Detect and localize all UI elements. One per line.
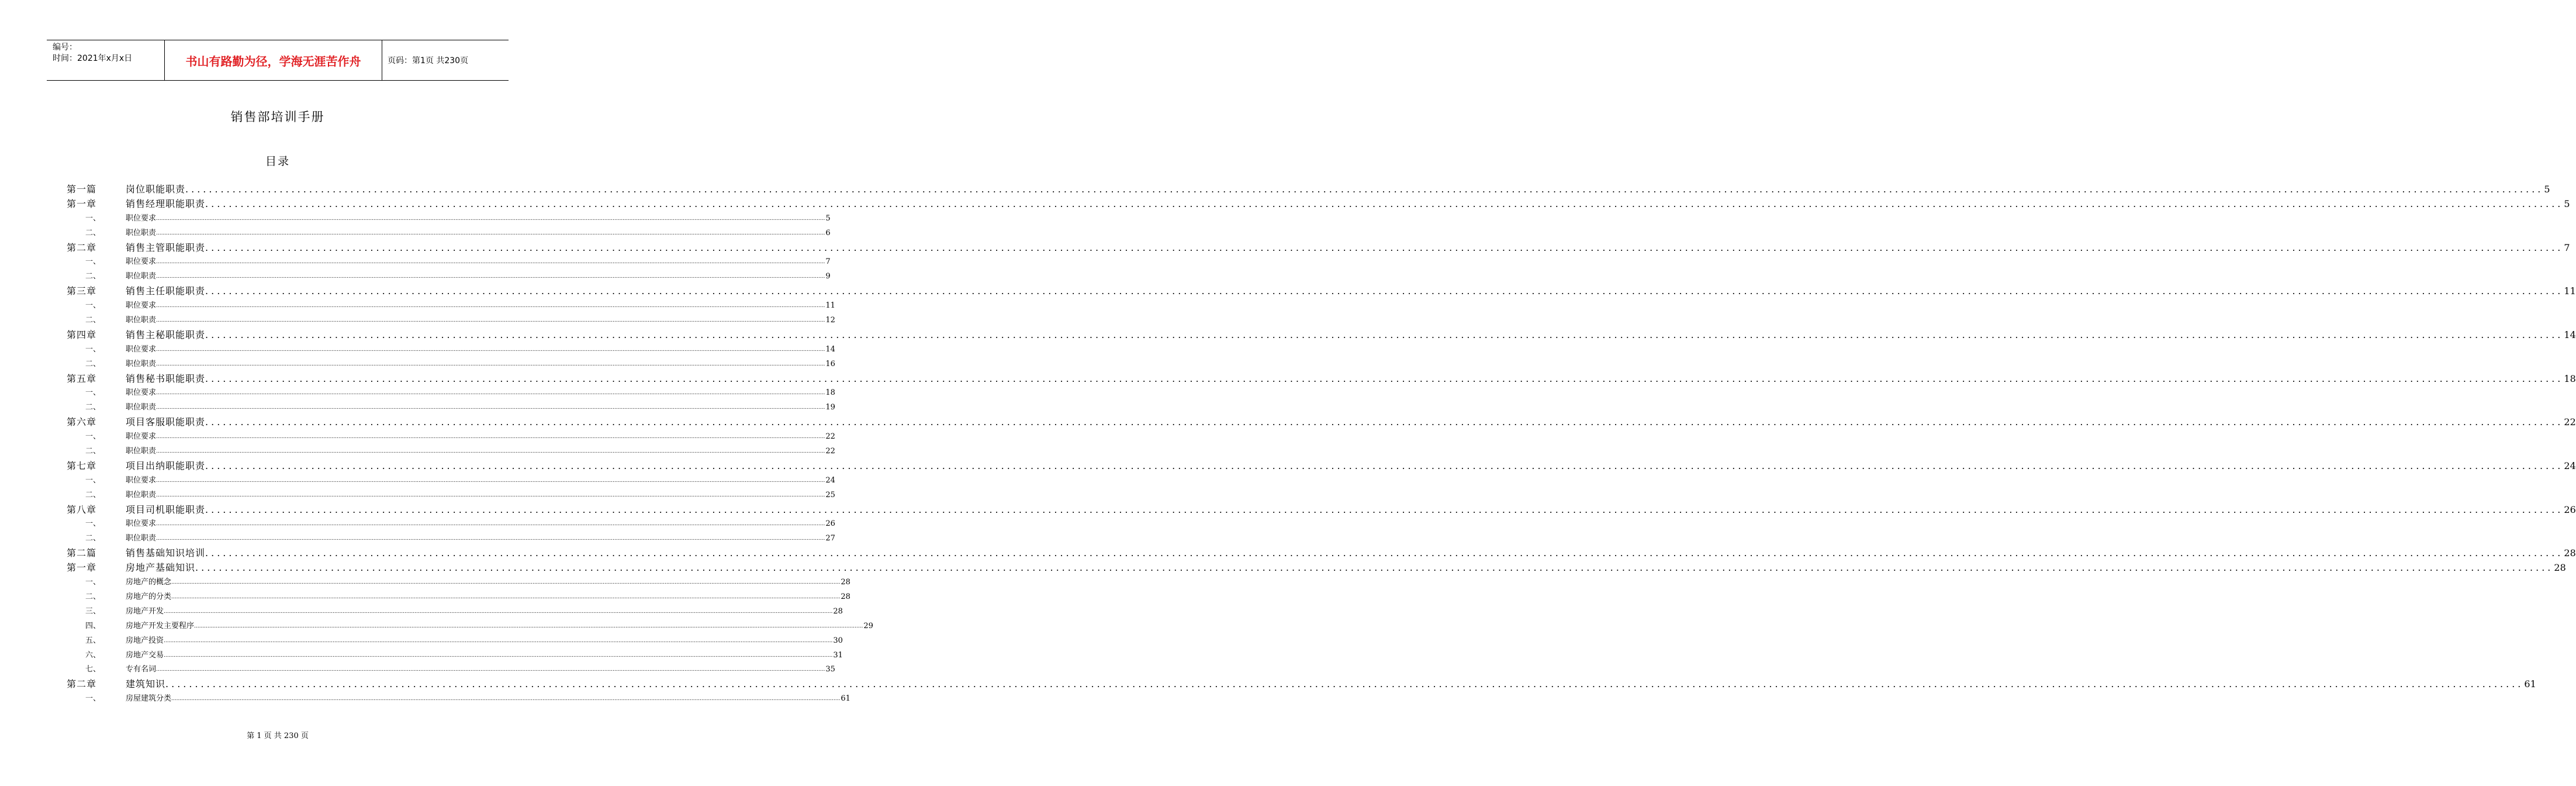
toc-dot-leader: ................................................................................................................................................................................................................................................................................................................................................................................................................ <box>156 346 825 353</box>
toc-entry-page: 19 <box>825 403 835 412</box>
toc-entry-title: 职位要求 <box>126 301 157 311</box>
toc-entry-number: 一、 <box>85 474 101 488</box>
toc-entry-line <box>126 226 831 241</box>
toc-dot-leader: ................................................................................................................................................................................................................................................................................................................................................................................................................ <box>156 274 825 280</box>
toc-entry-page: 31 <box>833 650 843 660</box>
page-header <box>47 40 509 81</box>
toc-entry-title: 职位职责 <box>126 228 157 237</box>
toc-entry-line <box>126 663 835 677</box>
toc-entry-number: 第六章 <box>67 415 96 430</box>
toc-entry[interactable] <box>67 415 2576 430</box>
toc-entry-title: 销售基础知识培训 <box>126 547 206 559</box>
toc-dot-leader: ................................................................................................................................................................................................................................................................................................................................................................................................................ <box>156 390 825 397</box>
toc-dot-leader: ................................................................................................................................................................................................................................................................................................................................................................................................................ <box>156 303 825 309</box>
toc-entry-line <box>126 605 843 619</box>
toc-entry-line <box>126 692 850 706</box>
toc-entry-line <box>126 386 835 401</box>
toc-entry-title: 职位要求 <box>126 432 157 442</box>
toc-dot-leader: ................................................................................................................................................................................................................................................................................................................................................................................................................ <box>164 608 833 615</box>
toc-dot-leader: ................................................................................................................................................................................................................................................................................................................................................................................................................ <box>205 329 2564 340</box>
toc-dot-leader: ................................................................................................................................................................................................................................................................................................................................................................................................................ <box>205 416 2564 428</box>
toc-dot-leader: ................................................................................................................................................................................................................................................................................................................................................................................................................ <box>205 373 2564 384</box>
header-page-info: 页码：第1页 共230页 <box>388 56 469 66</box>
page-footer: 第 1 页 共 230 页 <box>247 732 309 740</box>
toc-entry-line <box>126 241 2570 256</box>
toc-entry-title: 房地产开发 <box>126 606 164 616</box>
toc-entry-page: 26 <box>825 519 835 529</box>
toc-dot-leader: ................................................................................................................................................................................................................................................................................................................................................................................................................ <box>156 667 825 673</box>
toc-entry-line <box>126 313 835 328</box>
toc-entry-line <box>126 444 835 459</box>
toc-entry-page: 24 <box>2564 460 2576 471</box>
toc-entry-number: 二、 <box>85 226 101 241</box>
toc-entry-number: 一、 <box>85 212 101 226</box>
toc-entry[interactable] <box>67 663 835 677</box>
toc-entry-page: 16 <box>825 359 835 368</box>
toc-entry-page: 28 <box>2554 562 2566 574</box>
toc-entry-title: 项目客服职能职责 <box>126 416 206 428</box>
toc-entry-number: 第七章 <box>67 459 96 474</box>
toc-entry[interactable] <box>67 677 2536 692</box>
toc-dot-leader: ................................................................................................................................................................................................................................................................................................................................................................................................................ <box>156 449 825 455</box>
toc-entry-line <box>126 649 843 663</box>
toc-dot-leader: ................................................................................................................................................................................................................................................................................................................................................................................................................ <box>156 521 825 528</box>
toc-entry-number: 第四章 <box>67 328 96 343</box>
toc-entry-title: 房地产开发主要程序 <box>126 621 195 630</box>
toc-dot-leader: ................................................................................................................................................................................................................................................................................................................................................................................................................ <box>185 184 2544 195</box>
toc-dot-leader: ................................................................................................................................................................................................................................................................................................................................................................................................................ <box>171 594 841 600</box>
toc-entry-title: 房屋建筑分类 <box>126 694 172 704</box>
toc-entry-number: 一、 <box>85 575 101 590</box>
toc-entry-line <box>126 619 873 634</box>
toc-entry-number: 二、 <box>85 444 101 459</box>
toc-entry-page: 29 <box>863 621 873 630</box>
toc-entry-title: 专有名词 <box>126 665 157 674</box>
toc-entry-line <box>126 299 835 313</box>
toc-entry-line <box>126 182 2550 197</box>
toc-entry-page: 22 <box>2564 416 2576 428</box>
number-label: 编号： <box>53 43 77 52</box>
toc-entry-line <box>126 561 2566 575</box>
header-meta <box>47 40 165 80</box>
toc-entry-title: 职位职责 <box>126 447 157 456</box>
toc-entry-number: 二、 <box>85 488 101 503</box>
toc-dot-leader: ................................................................................................................................................................................................................................................................................................................................................................................................................ <box>165 678 2524 690</box>
toc-entry-title: 职位要求 <box>126 388 157 398</box>
toc-entry[interactable] <box>67 459 2576 474</box>
toc-dot-leader: ................................................................................................................................................................................................................................................................................................................................................................................................................ <box>156 434 825 440</box>
toc-entry-page: 30 <box>833 636 843 645</box>
toc-entry-page: 9 <box>825 272 831 281</box>
toc-entry-line <box>126 197 2570 212</box>
toc-entry-title: 销售主任职能职责 <box>126 285 206 297</box>
toc-entry-line <box>126 430 835 444</box>
toc-dot-leader: ................................................................................................................................................................................................................................................................................................................................................................................................................ <box>156 492 825 498</box>
toc-entry-title: 销售主管职能职责 <box>126 242 206 253</box>
toc-entry-line <box>126 474 835 488</box>
toc-entry-title: 销售经理职能职责 <box>126 198 206 209</box>
toc-entry[interactable] <box>67 270 831 284</box>
toc-entry-line <box>126 532 835 546</box>
toc-entry-number: 五、 <box>85 634 101 649</box>
toc-entry-number: 第二篇 <box>67 546 96 561</box>
toc-entry-page: 11 <box>825 301 835 311</box>
toc-entry-number: 一、 <box>85 517 101 532</box>
toc-entry-number: 一、 <box>85 692 101 706</box>
toc-entry-line <box>126 343 835 357</box>
toc-entry-title: 房地产的分类 <box>126 592 172 601</box>
toc-entry-line <box>126 212 831 226</box>
toc-entry-page: 11 <box>2564 285 2576 297</box>
toc-dot-leader: ................................................................................................................................................................................................................................................................................................................................................................................................................ <box>194 623 863 629</box>
toc-entry-title: 职位职责 <box>126 272 157 281</box>
toc-entry-page: 35 <box>825 665 835 674</box>
time-label: 时间：2021年x月x日 <box>53 54 133 63</box>
toc-entry-number: 七、 <box>85 663 101 677</box>
toc-entry[interactable] <box>67 313 835 328</box>
toc-entry[interactable] <box>67 488 835 503</box>
toc-entry-page: 7 <box>2564 242 2570 253</box>
toc-entry-title: 房地产交易 <box>126 650 164 660</box>
toc-entry-page: 25 <box>825 490 835 499</box>
toc-entry-number: 三、 <box>85 605 101 619</box>
toc-entry[interactable] <box>67 401 835 415</box>
toc-entry-page: 61 <box>841 694 850 704</box>
toc-entry-number: 二、 <box>85 532 101 546</box>
toc-dot-leader: ................................................................................................................................................................................................................................................................................................................................................................................................................ <box>156 361 825 367</box>
toc-entry-number: 第二章 <box>67 241 96 256</box>
toc-entry[interactable] <box>67 634 843 649</box>
toc-dot-leader: ................................................................................................................................................................................................................................................................................................................................................................................................................ <box>164 652 833 659</box>
toc-entry-number: 二、 <box>85 401 101 415</box>
toc-entry-title: 项目司机职能职责 <box>126 504 206 515</box>
toc-entry-number: 第一章 <box>67 561 96 575</box>
toc-entry-line <box>126 328 2576 343</box>
toc-dot-leader: ................................................................................................................................................................................................................................................................................................................................................................................................................ <box>156 215 825 222</box>
toc-entry[interactable] <box>67 226 831 241</box>
toc-entry-line <box>126 503 2576 518</box>
toc-entry-page: 26 <box>2564 504 2576 515</box>
toc-dot-leader: ................................................................................................................................................................................................................................................................................................................................................................................................................ <box>205 285 2564 297</box>
header-motto: 书山有路勤为径，学海无涯苦作舟 <box>165 40 382 80</box>
toc-entry-page: 6 <box>825 228 831 237</box>
toc-entry-page: 28 <box>2564 547 2576 559</box>
toc-entry-line <box>126 270 831 284</box>
toc-entry-line <box>126 255 831 270</box>
toc-entry-title: 职位职责 <box>126 534 157 543</box>
toc-entry-title: 岗位职能职责 <box>126 184 186 195</box>
toc-entry-title: 房地产投资 <box>126 636 164 645</box>
toc-dot-leader: ................................................................................................................................................................................................................................................................................................................................................................................................................ <box>171 580 841 586</box>
toc-entry-number: 六、 <box>85 649 101 663</box>
toc-entry[interactable] <box>67 241 2570 256</box>
toc-entry-page: 28 <box>841 592 850 601</box>
toc-dot-leader: ................................................................................................................................................................................................................................................................................................................................................................................................................ <box>171 696 841 702</box>
toc-entry-line <box>126 677 2536 692</box>
toc-entry-page: 14 <box>2564 329 2576 340</box>
toc-entry-number: 四、 <box>85 619 101 634</box>
toc-entry-title: 销售主秘职能职责 <box>126 329 206 340</box>
toc-entry-page: 22 <box>825 447 835 456</box>
toc-dot-leader: ................................................................................................................................................................................................................................................................................................................................................................................................................ <box>164 637 833 644</box>
toc-entry-number: 二、 <box>85 357 101 372</box>
toc-entry-number: 第八章 <box>67 503 96 518</box>
toc-entry-title: 职位要求 <box>126 257 157 267</box>
toc-entry-title: 房地产基础知识 <box>126 562 196 574</box>
toc-entry[interactable] <box>67 372 2576 387</box>
toc-entry[interactable] <box>67 386 835 401</box>
toc-entry[interactable] <box>67 182 2550 197</box>
toc-entry-title: 职位职责 <box>126 359 157 368</box>
toc-entry-title: 房地产的概念 <box>126 578 172 587</box>
toc-entry-title: 职位要求 <box>126 344 157 354</box>
toc-dot-leader: ................................................................................................................................................................................................................................................................................................................................................................................................................ <box>156 477 825 484</box>
toc-entry[interactable] <box>67 328 2576 343</box>
toc-entry[interactable] <box>67 605 843 619</box>
toc-entry-page: 24 <box>825 475 835 485</box>
toc-entry[interactable] <box>67 575 850 590</box>
toc-dot-leader: ................................................................................................................................................................................................................................................................................................................................................................................................................ <box>205 547 2564 559</box>
toc-entry-number: 二、 <box>85 270 101 284</box>
toc-entry[interactable] <box>67 357 835 372</box>
document-title: 销售部培训手册 <box>230 110 325 124</box>
toc-entry[interactable] <box>67 299 835 313</box>
toc-dot-leader: ................................................................................................................................................................................................................................................................................................................................................................................................................ <box>156 259 825 266</box>
toc-entry[interactable] <box>67 546 2576 561</box>
toc-entry-number: 一、 <box>85 255 101 270</box>
toc-entry-title: 销售秘书职能职责 <box>126 373 206 384</box>
toc-entry-line <box>126 546 2576 561</box>
toc-entry[interactable] <box>67 444 835 459</box>
toc-entry[interactable] <box>67 503 2576 518</box>
toc-dot-leader: ................................................................................................................................................................................................................................................................................................................................................................................................................ <box>205 198 2564 209</box>
toc-dot-leader: ................................................................................................................................................................................................................................................................................................................................................................................................................ <box>156 318 825 324</box>
toc-entry-page: 18 <box>2564 373 2576 384</box>
toc-dot-leader: ................................................................................................................................................................................................................................................................................................................................................................................................................ <box>205 460 2564 471</box>
toc-dot-leader: ................................................................................................................................................................................................................................................................................................................................................................................................................ <box>195 562 2554 574</box>
table-of-contents <box>67 182 2576 706</box>
toc-entry-line <box>126 488 835 503</box>
toc-entry-line <box>126 459 2576 474</box>
toc-entry-page: 27 <box>825 534 835 543</box>
toc-entry-number: 第二章 <box>67 677 96 692</box>
toc-entry-line <box>126 634 843 649</box>
toc-entry-number: 二、 <box>85 313 101 328</box>
toc-entry-number: 第三章 <box>67 284 96 299</box>
toc-entry-number: 第五章 <box>67 372 96 387</box>
toc-entry-page: 28 <box>841 578 850 587</box>
toc-entry-page: 5 <box>2564 198 2570 209</box>
toc-entry-title: 职位职责 <box>126 490 157 499</box>
toc-entry[interactable] <box>67 692 850 706</box>
toc-entry-line <box>126 357 835 372</box>
toc-entry-title: 职位要求 <box>126 475 157 485</box>
toc-entry-number: 二、 <box>85 590 101 605</box>
toc-entry-line <box>126 517 835 532</box>
toc-dot-leader: ................................................................................................................................................................................................................................................................................................................................................................................................................ <box>156 536 825 542</box>
toc-entry-number: 第一章 <box>67 197 96 212</box>
toc-entry-line <box>126 284 2576 299</box>
toc-entry-line <box>126 372 2576 387</box>
toc-entry-number: 一、 <box>85 430 101 444</box>
toc-entry-title: 职位要求 <box>126 213 157 223</box>
toc-entry[interactable] <box>67 517 835 532</box>
toc-entry-number: 第一篇 <box>67 182 96 197</box>
toc-entry[interactable] <box>67 532 835 546</box>
toc-entry-title: 项目出纳职能职责 <box>126 460 206 471</box>
toc-entry[interactable] <box>67 284 2576 299</box>
toc-entry-title: 职位职责 <box>126 316 157 325</box>
toc-entry-page: 22 <box>825 432 835 442</box>
toc-entry[interactable] <box>67 561 2566 575</box>
toc-entry[interactable] <box>67 430 835 444</box>
toc-entry-number: 一、 <box>85 343 101 357</box>
toc-entry[interactable] <box>67 474 835 488</box>
toc-entry-title: 职位职责 <box>126 403 157 412</box>
toc-entry-title: 建筑知识 <box>126 678 166 690</box>
toc-entry-line <box>126 415 2576 430</box>
toc-entry-number: 一、 <box>85 299 101 313</box>
toc-entry[interactable] <box>67 343 835 357</box>
toc-entry[interactable] <box>67 619 873 634</box>
toc-heading: 目录 <box>265 155 290 168</box>
toc-entry-page: 18 <box>825 388 835 398</box>
toc-entry[interactable] <box>67 212 831 226</box>
toc-entry[interactable] <box>67 197 2570 212</box>
toc-entry-page: 5 <box>2544 184 2550 195</box>
toc-entry[interactable] <box>67 255 831 270</box>
toc-entry-page: 7 <box>825 257 831 267</box>
toc-entry-page: 12 <box>825 316 835 325</box>
toc-dot-leader: ................................................................................................................................................................................................................................................................................................................................................................................................................ <box>205 242 2564 253</box>
toc-entry-page: 5 <box>825 213 831 223</box>
toc-entry-line <box>126 575 850 590</box>
toc-dot-leader: ................................................................................................................................................................................................................................................................................................................................................................................................................ <box>156 405 825 411</box>
toc-entry-line <box>126 590 850 605</box>
toc-entry-number: 一、 <box>85 386 101 401</box>
toc-entry[interactable] <box>67 590 850 605</box>
toc-entry-title: 职位要求 <box>126 519 157 529</box>
toc-entry[interactable] <box>67 649 843 663</box>
toc-entry-page: 61 <box>2524 678 2536 690</box>
toc-entry-page: 28 <box>833 606 843 616</box>
toc-entry-line <box>126 401 835 415</box>
toc-dot-leader: ................................................................................................................................................................................................................................................................................................................................................................................................................ <box>205 504 2564 515</box>
toc-entry-page: 14 <box>825 344 835 354</box>
toc-dot-leader: ................................................................................................................................................................................................................................................................................................................................................................................................................ <box>156 230 825 236</box>
